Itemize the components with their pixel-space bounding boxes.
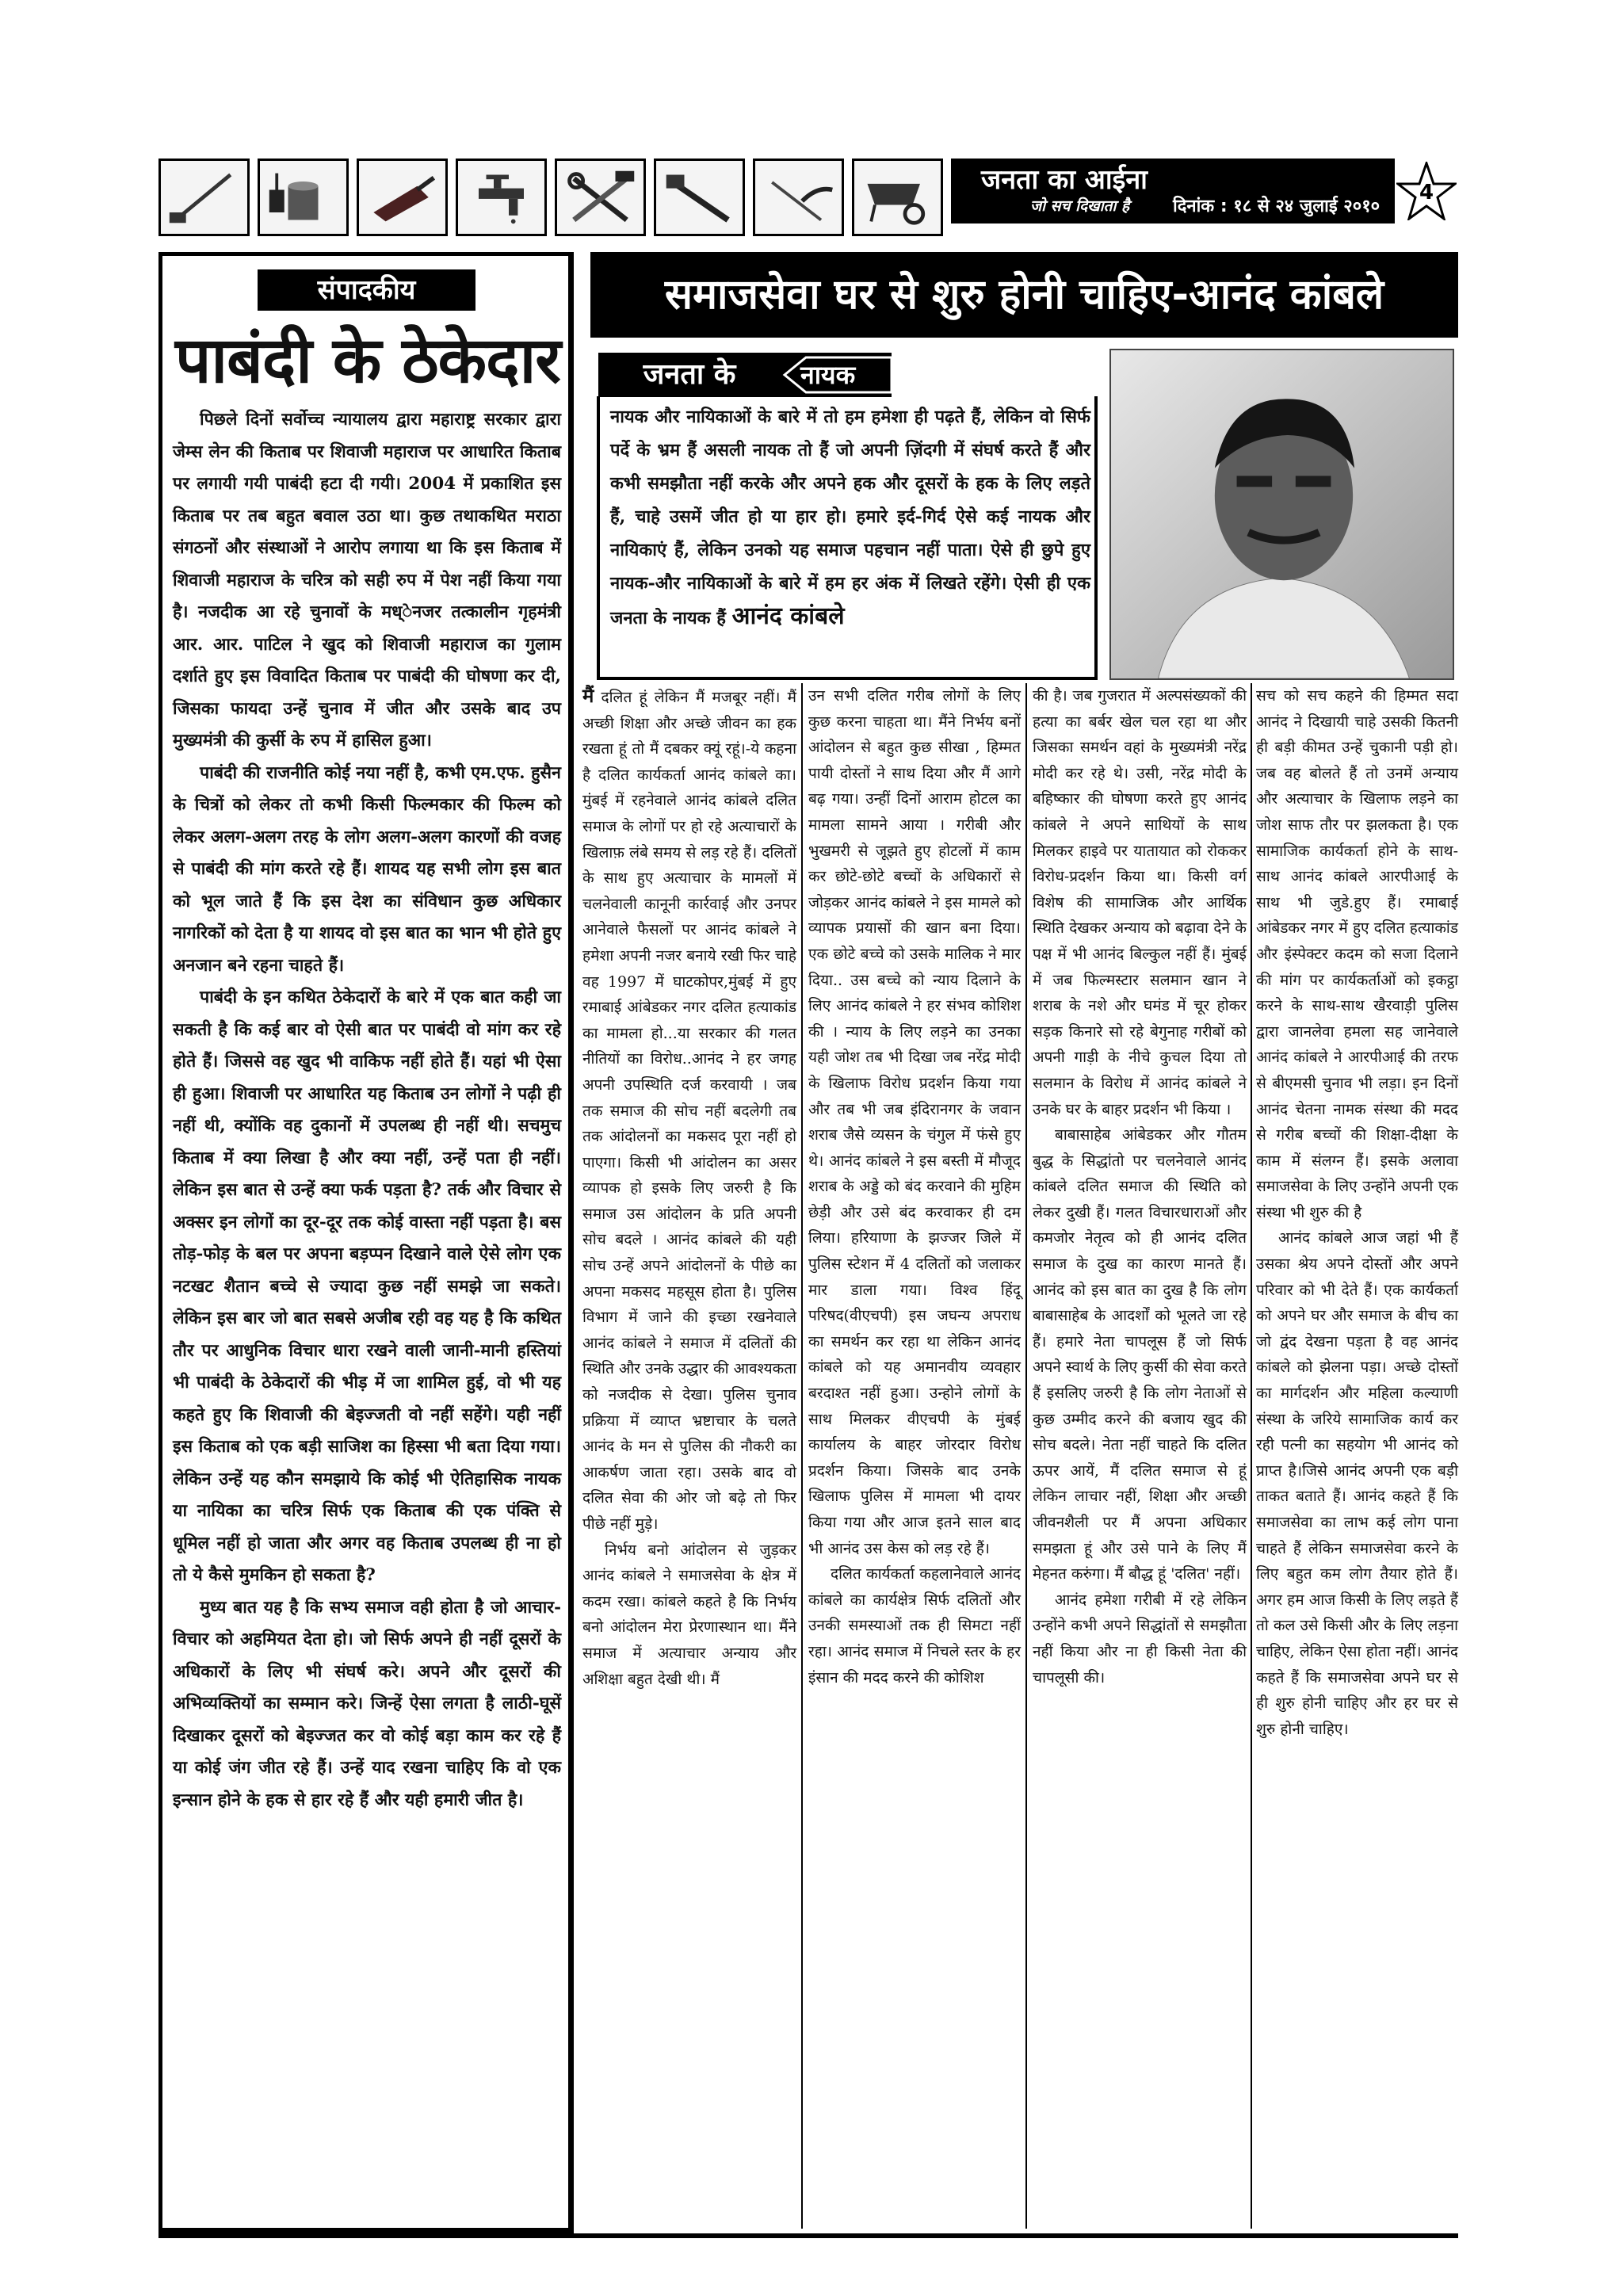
water-tap-icon [456,159,547,236]
column-divider [801,683,803,2229]
article-column-3 [1033,683,1247,1690]
hoe-icon [158,159,250,236]
portrait-photo-graphic [1111,350,1453,678]
article-column-2 [808,683,1021,1690]
pickaxe-icon [753,159,844,236]
article-column-1 [582,683,796,1692]
intro-signature: आनंद कांबले [731,602,845,630]
article-paragraph: निर्भय बनो आंदोलन से जुड़कर आनंद कांबले ने समाजसेवा के क्षेत्र में कदम रखा। कांबले कहते है कि निर्भय बनो आंदोलन मेरा प्रेरणास्थान था। मैंने समाज में अत्याचार अन्याय और अशिक्षा बहुत देखी थी। मैं [582,1541,796,1688]
intro-paragraph: नायक और नायिकाओं के बारे में तो हम हमेशा ही पढ़ते हैं, लेकिन वो सिर्फ पर्दे के भ्रम हैं असली नायक तो हैं जो अपनी ज़िंदगी में संघर्ष करते हैं और कभी समझौता नहीं करके और अपने हक और दूसरों के हक के लिए लड़ते हैं, चाहे उसमें जीत हो या हार हो। हमारे इर्द-गिर्द ऐसे कई नायक और नायिकाएं हैं, लेकिन उनको यह समाज पहचान नहीं पाता। ऐसे ही छुपे हुए नायक-और नायिकाओं के बारे में हम हर अंक में लिखते रहेंगे। ऐसी ही एक जनता के नायक हैं [610,407,1090,628]
article-paragraph: दलित हूं लेकिन मैं मजबूर नहीं। मैं अच्छी शिक्षा और अच्छे जीवन का हक रखता हूं तो मैं दबकर क्यूं रहूं।-ये कहना है दलित कार्यकर्ता आनंद कांबले का। मुंबई में रहनेवाले आनंद कांबले दलित समाज के लोगों पर हो रहे अत्याचारों के खिलाफ़ लंबे समय से लड़ रहे हैं। दलितों के साथ हुए अत्याचार के मामलों में चलनेवाली कानूनी कार्रवाई और उनपर आनेवाले फैसलों पर आनंद कांबले ने हमेशा अपनी नजर बनाये रखी फिर चाहे वह 1997 में घाटकोपर,मुंबई में हुए रमाबाई आंबेडकर नगर दलित हत्याकांड का मामला हो...या सरकार की गलत नीतियों का विरोध..आनंद ने हर जगह अपनी उपस्थिति दर्ज करवायी । जब तक समाज की सोच नहीं बदलेगी तब तक आंदोलनों का मकसद पूरा नहीं हो पाएगा। किसी भी आंदोलन का असर व्यापक हो इसके लिए जरुरी है कि समाज उस आंदोलन के प्रति अपनी सोच बदले । आनंद कांबले की यही सोच उन्हें अपने आंदोलनों के पीछे का अपना मकसद महसूस होता है। पुलिस विभाग में जाने की इच्छा रखनेवाले आनंद कांबले ने समाज में दलितों की स्थिति और उनके उद्धार की आवश्यकता को नजदीक से देखा। पुलिस चुनाव प्रक्रिया में व्याप्त भ्रष्टाचार के चलते आनंद के मन से पुलिस की नौकरी का आकर्षण जाता रहा। उसके बाद वो दलित सेवा की ओर जो बढ़े तो फिर पीछे नहीं मुड़े। [582,689,796,1533]
article-paragraph: की है। जब गुजरात में अल्पसंख्यकों की हत्या का बर्बर खेल चल रहा था और जिसका समर्थन वहां के मुख्यमंत्री नरेंद्र मोदी कर रहे थे। उसी, नरेंद्र मोदी के बहिष्कार की घोषणा करते हुए आनंद कांबले ने अपने साथियों के साथ मिलकर हाइवे पर यातायात को रोककर विरोध-प्रदर्शन किया था। किसी वर्ग विशेष की सामाजिक और आर्थिक स्थिति देखकर अन्याय को बढ़ावा देने के पक्ष में भी आनंद बिल्कुल नहीं हैं। मुंबई में जब फिल्मस्टार सलमान खान ने शराब के नशे और घमंड में चूर होकर सड़क किनारे सो रहे बेगुनाह गरीबों को अपनी गाड़ी के नीचे कुचल दिया तो सलमान के विरोध में आनंद कांबले ने उनके घर के बाहर प्रदर्शन भी किया । [1033,687,1247,1118]
editorial-body [173,404,561,1817]
section-label-nayak: नायक [800,360,856,390]
column-divider [1025,683,1027,2229]
article-paragraph: आनंद कांबले आज जहां भी हैं उसका श्रेय अपने दोस्तों और अपने परिवार को भी देते हैं। एक कार्यकर्ता को अपने घर और समाज के बीच का जो द्वंद देखना पड़ता है वह आनंद कांबले को झेलना पड़ा। अच्छे दोस्तों का मार्गदर्शन और महिला कल्याणी संस्था के जरिये सामाजिक कार्य कर रही पत्नी का सहयोग भी आनंद को प्राप्त है।जिसे आनंद अपनी एक बड़ी ताकत बताते हैं। आनंद कहते हैं कि समाजसेवा का लाभ कई लोग पाना चाहते हैं लेकिन समाजसेवा करने के लिए बहुत कम लोग तैयार होते हैं। अगर हम आज किसी के लिए लड़ते हैं तो कल उसे किसी और के लिए लड़ना चाहिए, लेकिन ऐसा होता नहीं। आनंद कहते हैं कि समाजसेवा अपने घर से ही शुरु होनी चाहिए और हर घर से शुरु होनी चाहिए। [1256,1229,1458,1738]
portrait-photo [1109,349,1454,680]
wrench-hammer-icon [555,159,646,236]
article-paragraph: आनंद हमेशा गरीबी में रहे लेकिन उन्होंने कभी अपने सिद्धांतों से समझौता नहीं किया और ना ही किसी नेता की चापलूसी की। [1033,1591,1247,1687]
newspaper-masthead [951,159,1395,223]
masthead-tool-icons [158,159,951,238]
article-dropcap: मैं [582,684,594,707]
editorial-paragraph: पाबंदी के इन कथित ठेकेदारों के बारे में एक बात कही जा सकती है कि कई बार वो ऐसी बात पर पाबंदी वो मांग कर रहे होते हैं। जिससे वह खुद भी वाकिफ नहीं होते हैं। यहां भी ऐसा ही हुआ। शिवाजी पर आधारित यह किताब उन लोगों ने पढ़ी ही नहीं थी, क्योंकि वह दुकानों में उपलब्ध ही नहीं थी। सचमुच किताब में क्या लिखा है और क्या नहीं, उन्हें पता ही नहीं। लेकिन इस बात से उन्हें क्या फर्क पड़ता है? तर्क और विचार से अक्सर इन लोगों का दूर-दूर तक कोई वास्ता नहीं पड़ता है। बस तोड़-फोड़ के बल पर अपना बड़प्पन दिखाने वाले ऐसे लोग एक नटखट शैतान बच्चे से ज्यादा कुछ नहीं समझे जा सकते। लेकिन इस बार जो बात सबसे अजीब रही वह यह है कि कथित तौर पर आधुनिक विचार धारा रखने वाली जानी-मानी हस्तियां भी पाबंदी के ठेकेदारों की भीड़ में जा शामिल हुई, वो भी यह कहते हुए कि शिवाजी की बेइज्जती वो नहीं सहेंगे। यही नहीं इस किताब को एक बड़ी साजिश का हिस्सा भी बता दिया गया। लेकिन उन्हें यह कौन समझाये कि कोई भी ऐतिहासिक नायक या नायिका का चरित्र सिर्फ एक किताब की एक पंक्ति से धूमिल नहीं हो जाता और अगर वह किताब उपलब्ध ही ना हो तो ये कैसे मुमकिन हो सकता है? [173,988,561,1585]
newspaper-name: जनता का आईना [981,164,1148,196]
article-column-4 [1256,683,1458,1742]
editorial-title: पाबंदी के ठेकेदार [174,323,561,397]
page-bottom-rule [158,2233,1458,2238]
issue-date: दिनांक : १८ से २४ जुलाई २०१० [1173,197,1381,216]
newspaper-tagline: जो सच दिखाता है [1030,197,1130,215]
column-divider [1251,683,1252,2229]
editorial-kicker: संपादकीय [258,269,475,311]
trowel-icon [357,159,448,236]
article-paragraph: सच को सच कहने की हिम्मत सदा आनंद ने दिखायी चाहे उसकी कितनी ही बड़ी कीमत उन्हें चुकानी पड़ी हो। जब वह बोलते हैं तो उनमें अन्याय और अत्याचार के खिलाफ लड़ने का जोश साफ तौर पर झलकता है। एक सामाजिक कार्यकर्ता होने के साथ-साथ आनंद कांबले आरपीआई के साथ भी जुडे.हुए हैं। रमाबाई आंबेडकर नगर में हुए दलित हत्याकांड और इंस्पेक्टर कदम को सजा दिलाने की मांग पर कार्यकर्ताओं को इकट्ठा करने के साथ-साथ खैरवाड़ी पुलिस द्वारा जानलेवा हमला सह जानेवाले आनंद कांबले ने आरपीआई की तरफ से बीएमसी चुनाव भी लड़ा। इन दिनों आनंद चेतना नामक संस्था की मदद से गरीब बच्चों की शिक्षा-दीक्षा के काम में संलग्न हैं। इसके अलावा समाजसेवा के लिए उन्होंने अपनी एक संस्था भी शुरु की है [1256,687,1458,1221]
editorial-paragraph: पिछले दिनों सर्वोच्च न्यायालय द्वारा महाराष्ट्र सरकार द्वारा जेम्स लेन की किताब पर शिवाजी महाराज पर आधारित किताब पर लगायी गयी पाबंदी हटा दी गयी। 2004 में प्रकाशित इस किताब पर तब बहुत बवाल उठा था। कुछ तथाकथित मराठा संगठनों और संस्थाओं ने आरोप लगाया था कि इस किताब में शिवाजी महाराज के चरित्र को सही रुप में पेश नहीं किया गया है। नजदीक आ रहे चुनावों के मध्ेनजर तत्कालीन गृहमंत्री आर. आर. पाटिल ने खुद को शिवाजी महाराज का गुलाम दर्शाते हुए इस विवादित किताब पर पाबंदी की घोषणा कर दी, जिसका फायदा उन्हें चुनाव में जीत और उसके बाद उप मुख्यमंत्री की कुर्सी के रुप में हासिल हुआ। [173,410,561,751]
article-paragraph: उन सभी दलित गरीब लोगों के लिए कुछ करना चाहता था। मैंने निर्भय बनों आंदोलन से बहुत कुछ सीखा , हिम्मत पायी दोस्तों ने साथ दिया और मैं आगे बढ़ गया। उन्हीं दिनों आराम होटल का मामला सामने आया । गरीबी और भुखमरी से जूझते हुए होटलों में काम कर छोटे-छोटे बच्चों के अधिकारों से जोड़कर आनंद कांबले ने इस मामले को व्यापक प्रयासों की खान बना दिया। एक छोटे बच्चे को उसके मालिक ने मार दिया.. उस बच्चे को न्याय दिलाने के लिए आनंद कांबले ने हर संभव कोशिश की । न्याय के लिए लड़ने का उनका यही जोश तब भी दिखा जब नरेंद्र मोदी के खिलाफ विरोध प्रदर्शन किया गया और तब भी जब इंदिरानगर के जवान शराब जैसे व्यसन के चंगुल में फंसे हुए थे। आनंद कांबले ने इस बस्ती में मौजूद शराब के अड्डे को बंद करवाने की मुहिम छेड़ी और उसे बंद करवाकर ही दम लिया। हरियाणा के झज्जर जिले में पुलिस स्टेशन में 4 दलितों को जलाकर मार डाला गया। विश्व हिंदू परिषद(वीएचपी) इस जघन्य अपराध का समर्थन कर रहा था लेकिन आनंद कांबले को यह अमानवीय व्यवहार बरदाश्त नहीं हुआ। उन्होने लोगों के साथ मिलकर वीएचपी के मुंबई कार्यालय के बाहर जोरदार विरोध प्रदर्शन किया। जिसके बाद उनके खिलाफ पुलिस में मामला भी दायर किया गया और आज इतने साल बाद भी आनंद उस केस को लड़ रहे हैं। [808,687,1021,1557]
article-paragraph: बाबासाहेब आंबेडकर और गौतम बुद्ध के सिद्धांतो पर चलनेवाले आनंद कांबले दलित समाज की स्थिति को लेकर दुखी हैं। गलत विचारधाराओं और कमजोर नेतृत्व को ही आनंद दलित समाज के दुख का कारण मानते हैं। आनंद को इस बात का दुख है कि लोग बाबासाहेब के आदर्शों को भूलते जा रहे हैं। हमारे नेता चापलूस हैं जो सिर्फ अपने स्वार्थ के लिए कुर्सी की सेवा करते हैं इसलिए जरुरी है कि लोग नेताओं से कुछ उम्मीद करने की बजाय खुद की सोच बदले। नेता नहीं चाहते कि दलित ऊपर आयें, मैं दलित समाज से हूं लेकिन लाचार नहीं, शिक्षा और अच्छी जीवनशैली पर मैं अपना अधिकार समझता हूं और उसे पाने के लिए मैं मेहनत करुंगा। मैं बौद्ध हूं 'दलित' नहीं। [1033,1126,1247,1584]
section-label-janta: जनता के [643,358,736,391]
pipe-wrench-icon [654,159,745,236]
paint-bucket-icon [258,159,349,236]
article-paragraph: दलित कार्यकर्ता कहलानेवाले आनंद कांबले का कार्यक्षेत्र सिर्फ दलितों और उनकी समस्याओं तक ही सिमटा नहीं रहा। आनंद समाज में निचले स्तर के हर इंसान की मदद करने की कोशिश [808,1565,1021,1687]
intro-text [610,400,1090,635]
page-number: 4 [1419,181,1434,204]
wheelbarrow-icon [852,159,943,236]
editorial-paragraph: पाबंदी की राजनीति कोई नया नहीं है, कभी एम.एफ. हुसैन के चित्रों को लेकर तो कभी किसी फिल्मकार की फिल्म को लेकर अलग-अलग तरह के लोग अलग-अलग कारणों की वजह से पाबंदी की मांग करते रहे हैं। शायद यह सभी लोग इस बात को भूल जाते हैं कि इस देश का संविधान कुछ अधिकार नागरिकों को देता है या शायद वो इस बात का भान भी होते हुए अनजान बने रहना चाहते हैं। [173,762,561,976]
article-headline: समाजसेवा घर से शुरु होनी चाहिए-आनंद कांबले [590,252,1458,338]
editorial-paragraph: मुध्य बात यह है कि सभ्य समाज वही होता है जो आचार-विचार को अहमियत देता हो। जो सिर्फ अपने ही नहीं दूसरों के अधिकारों के लिए भी संघर्ष करे। अपने और दूसरों की अभिव्यक्तियों का सम्मान करे। जिन्हें ऐसा लगता है लाठी-घूसें दिखाकर दूसरों को बेइज्जत कर वो कोई बड़ा काम कर रहे हैं या कोई जंग जीत रहे हैं। उन्हें याद रखना चाहिए कि वो एक इन्सान होने के हक से हार रहे हैं और यही हमारी जीत है। [173,1597,561,1810]
